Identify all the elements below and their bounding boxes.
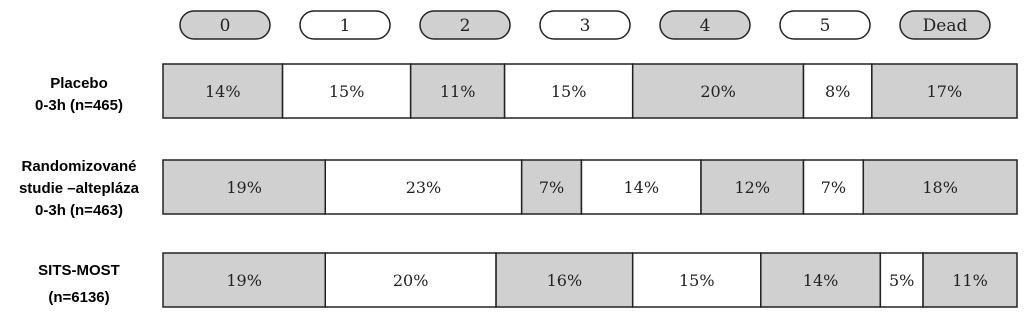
row-label-2-line-2: studie –altepláza (18, 180, 140, 197)
data-label-row2-0: 19% (226, 178, 262, 197)
data-label-row1-1: 15% (328, 82, 365, 101)
data-label-row1-dead: 17% (926, 82, 963, 101)
data-label-row2-3: 14% (623, 178, 660, 197)
row-label-3-line-1: SITS-MOST (38, 262, 120, 279)
data-label-row2-2: 7% (538, 178, 565, 197)
legend-label-1: 1 (339, 16, 351, 36)
legend-label-0: 0 (219, 16, 231, 36)
data-label-row1-2: 11% (439, 82, 476, 101)
data-label-row1-4: 20% (700, 82, 736, 101)
data-label-row2-dead: 18% (922, 178, 958, 197)
data-label-row3-3: 15% (678, 271, 715, 290)
data-label-row3-5: 5% (889, 271, 915, 290)
legend-label-2: 2 (459, 16, 471, 36)
data-label-row3-dead: 11% (952, 271, 988, 290)
row-label-2-line-1: Randomizované (21, 158, 137, 175)
legend-label-3: 3 (579, 16, 591, 36)
row-label-1-line-2: 0-3h (n=465) (35, 97, 123, 114)
data-label-row2-5: 7% (820, 178, 847, 197)
legend-label-dead: Dead (922, 16, 968, 36)
legend-label-5: 5 (819, 16, 831, 36)
row-label-1-line-1: Placebo (50, 75, 108, 92)
data-label-row3-0: 19% (226, 271, 262, 290)
row-label-3-line-2: (n=6136) (48, 289, 110, 306)
data-label-row3-1: 20% (392, 271, 429, 290)
data-label-row2-1: 23% (405, 178, 442, 197)
data-label-row1-5: 8% (824, 82, 851, 101)
data-label-row1-0: 14% (204, 82, 241, 101)
data-label-row2-4: 12% (734, 178, 771, 197)
row-label-2-line-3: 0-3h (n=463) (35, 202, 123, 219)
legend-label-4: 4 (699, 16, 711, 36)
data-label-row3-4: 14% (802, 271, 839, 290)
data-label-row3-2: 16% (546, 271, 583, 290)
data-label-row1-3: 15% (550, 82, 587, 101)
